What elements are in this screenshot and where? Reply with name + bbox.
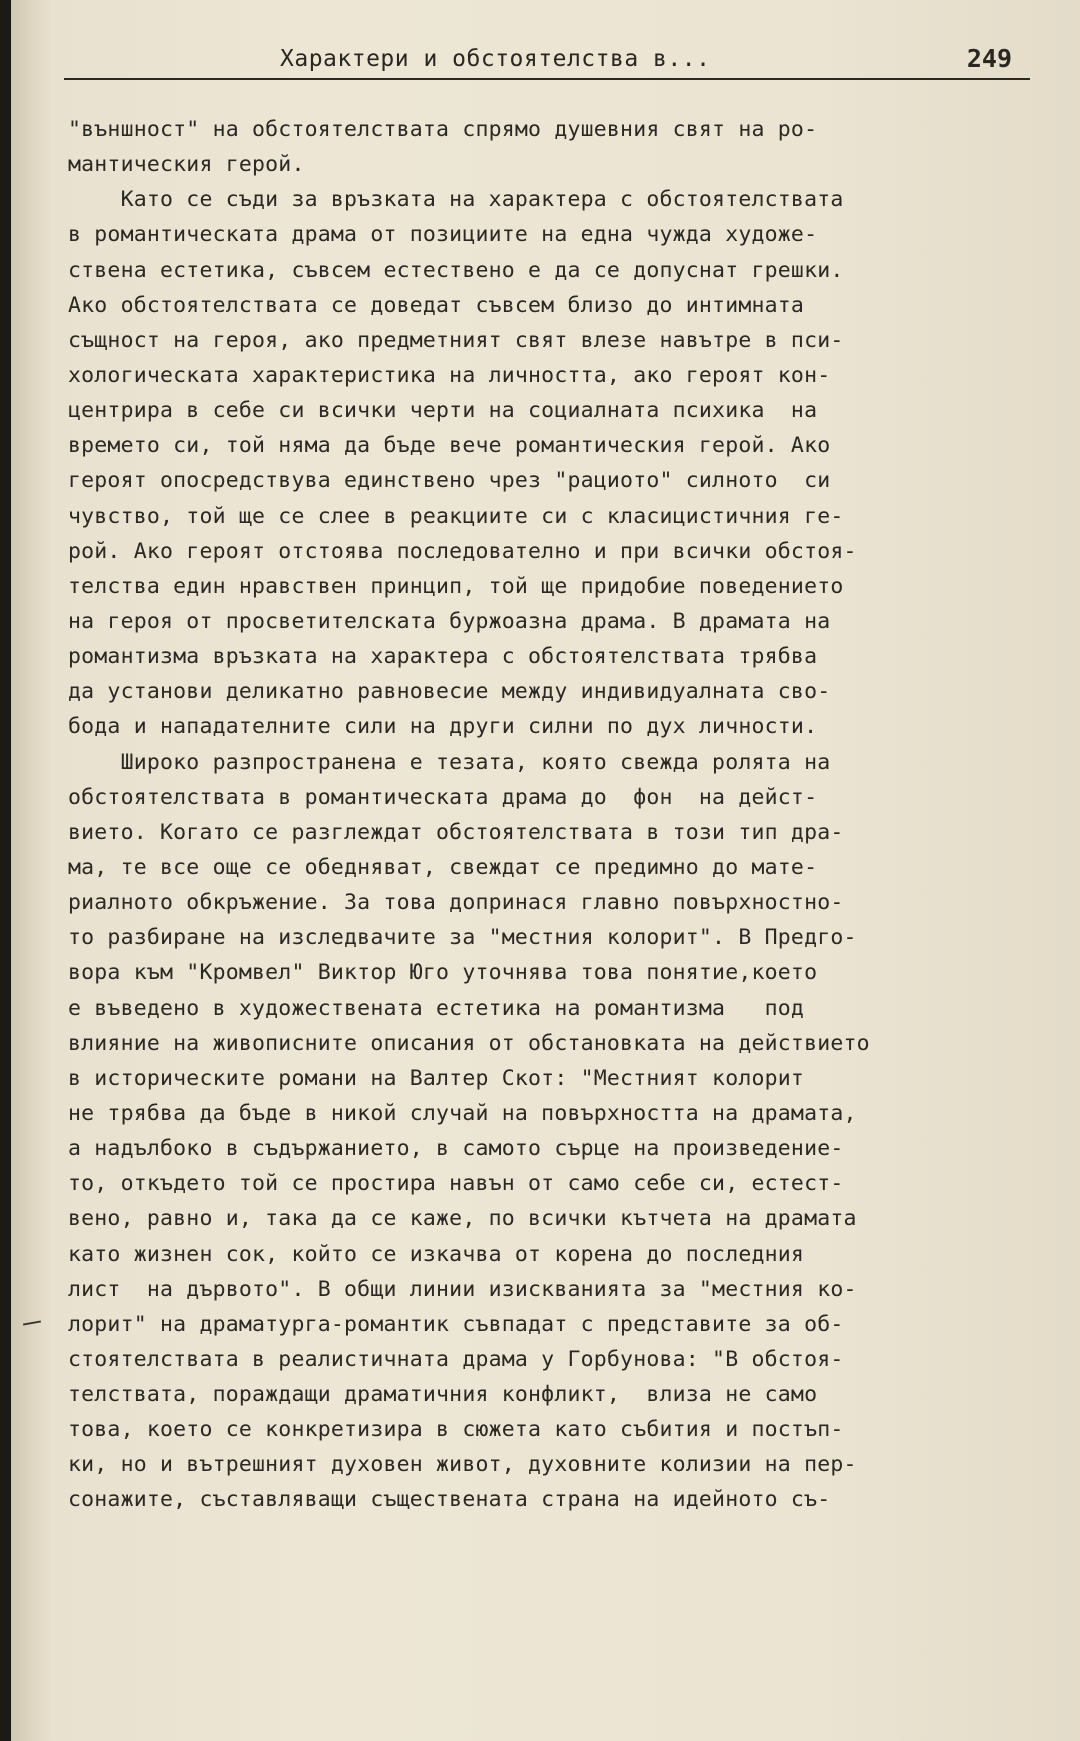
text-line: вието. Когато се разглеждат обстоятелствата в този тип дра- — [68, 819, 844, 845]
running-title: Характери и обстоятелства в... — [280, 46, 711, 72]
text-line: рой. Ако героят отстоява последователно и при всички обстоя- — [68, 538, 857, 564]
text-line: телствата, пораждащи драматичния конфликт, влиза не само — [68, 1382, 818, 1408]
text-line: лорит" на драматурга-романтик съвпадат с представите за об- — [68, 1311, 844, 1337]
text-line: като жизнен сок, който се изкачва от корена до последния — [68, 1241, 805, 1267]
page-number: 249 — [966, 44, 1012, 73]
text-line: ствена естетика, съвсем естествено е да се допуснат грешки. — [68, 257, 844, 283]
text-line: същност на героя, ако предметният свят влезе навътре в пси- — [68, 327, 844, 353]
text-line: вора към "Кромвел" Виктор Юго уточнява това понятие,което — [68, 960, 818, 986]
text-line: Като се съди за връзката на характера с обстоятелствата — [68, 187, 844, 213]
text-line: то разбиране на изследвачите за "местния колорит". В Предго- — [68, 925, 857, 951]
text-line: вено, равно и, така да се каже, по всички кътчета на драмата — [68, 1206, 857, 1232]
body-text — [68, 112, 1058, 1518]
text-line: обстоятелствата в романтическата драма до фон на дейст- — [68, 784, 818, 810]
text-line: риалното обкръжение. За това допринася главно повърхностно- — [68, 890, 844, 916]
text-line: ки, но и вътрешният духовен живот, духовните колизии на пер- — [68, 1452, 857, 1478]
text-line: телства един нравствен принцип, той ще придобие поведението — [68, 573, 844, 599]
text-line: в романтическата драма от позициите на една чужда художе- — [68, 222, 818, 248]
text-line: е въведено в художествената естетика на романтизма под — [68, 995, 805, 1021]
book-page — [11, 0, 1080, 1741]
text-line: ма, те все още се обедняват, свеждат се предимно до мате- — [68, 854, 818, 880]
text-line: бода и нападателните сили на други силни по дух личности. — [68, 714, 818, 740]
text-line: стоятелствата в реалистичната драма у Горбунова: "В обстоя- — [68, 1346, 844, 1372]
text-line: Ако обстоятелствата се доведат съвсем близо до интимната — [68, 292, 805, 318]
text-line: да установи деликатно равновесие между индивидуалната сво- — [68, 679, 831, 705]
text-line: хологическата характеристика на личността, ако героят кон- — [68, 362, 831, 388]
text-line: времето си, той няма да бъде вече романтическия герой. Ако — [68, 433, 831, 459]
text-line: то, откъдето той се простира навън от само себе си, естест- — [68, 1171, 844, 1197]
text-line: героят опосредствува единствено чрез "рациото" силното си — [68, 468, 831, 494]
text-line: романтизма връзката на характера с обстоятелствата трябва — [68, 644, 818, 670]
text-line: на героя от просветителската буржоазна драма. В драмата на — [68, 608, 831, 634]
text-line: това, което се конкретизира в сюжета като събития и постъп- — [68, 1417, 844, 1443]
text-line: чувство, той ще се слее в реакциите си с класицистичния ге- — [68, 503, 844, 529]
text-line: не трябва да бъде в никой случай на повърхността на драмата, — [68, 1100, 857, 1126]
text-line: влияние на живописните описания от обстановката на действието — [68, 1030, 870, 1056]
text-line: лист на дървото". В общи линии изискванията за "местния ко- — [68, 1276, 857, 1302]
text-line: центрира в себе си всички черти на социалната психика на — [68, 398, 818, 424]
text-line: "външност" на обстоятелствата спрямо душевния свят на ро- — [68, 117, 818, 142]
text-line: а надълбоко в съдържанието, в самото сърце на произведение- — [68, 1136, 844, 1162]
text-line: Широко разпространена е тезата, която свежда ролята на — [68, 749, 831, 775]
text-line: сонажите, съставляващи съществената страна на идейното съ- — [68, 1487, 831, 1513]
text-line: в историческите романи на Валтер Скот: "Местният колорит — [68, 1065, 805, 1091]
text-line: мантическия герой. — [68, 152, 305, 178]
running-header — [64, 44, 1030, 80]
